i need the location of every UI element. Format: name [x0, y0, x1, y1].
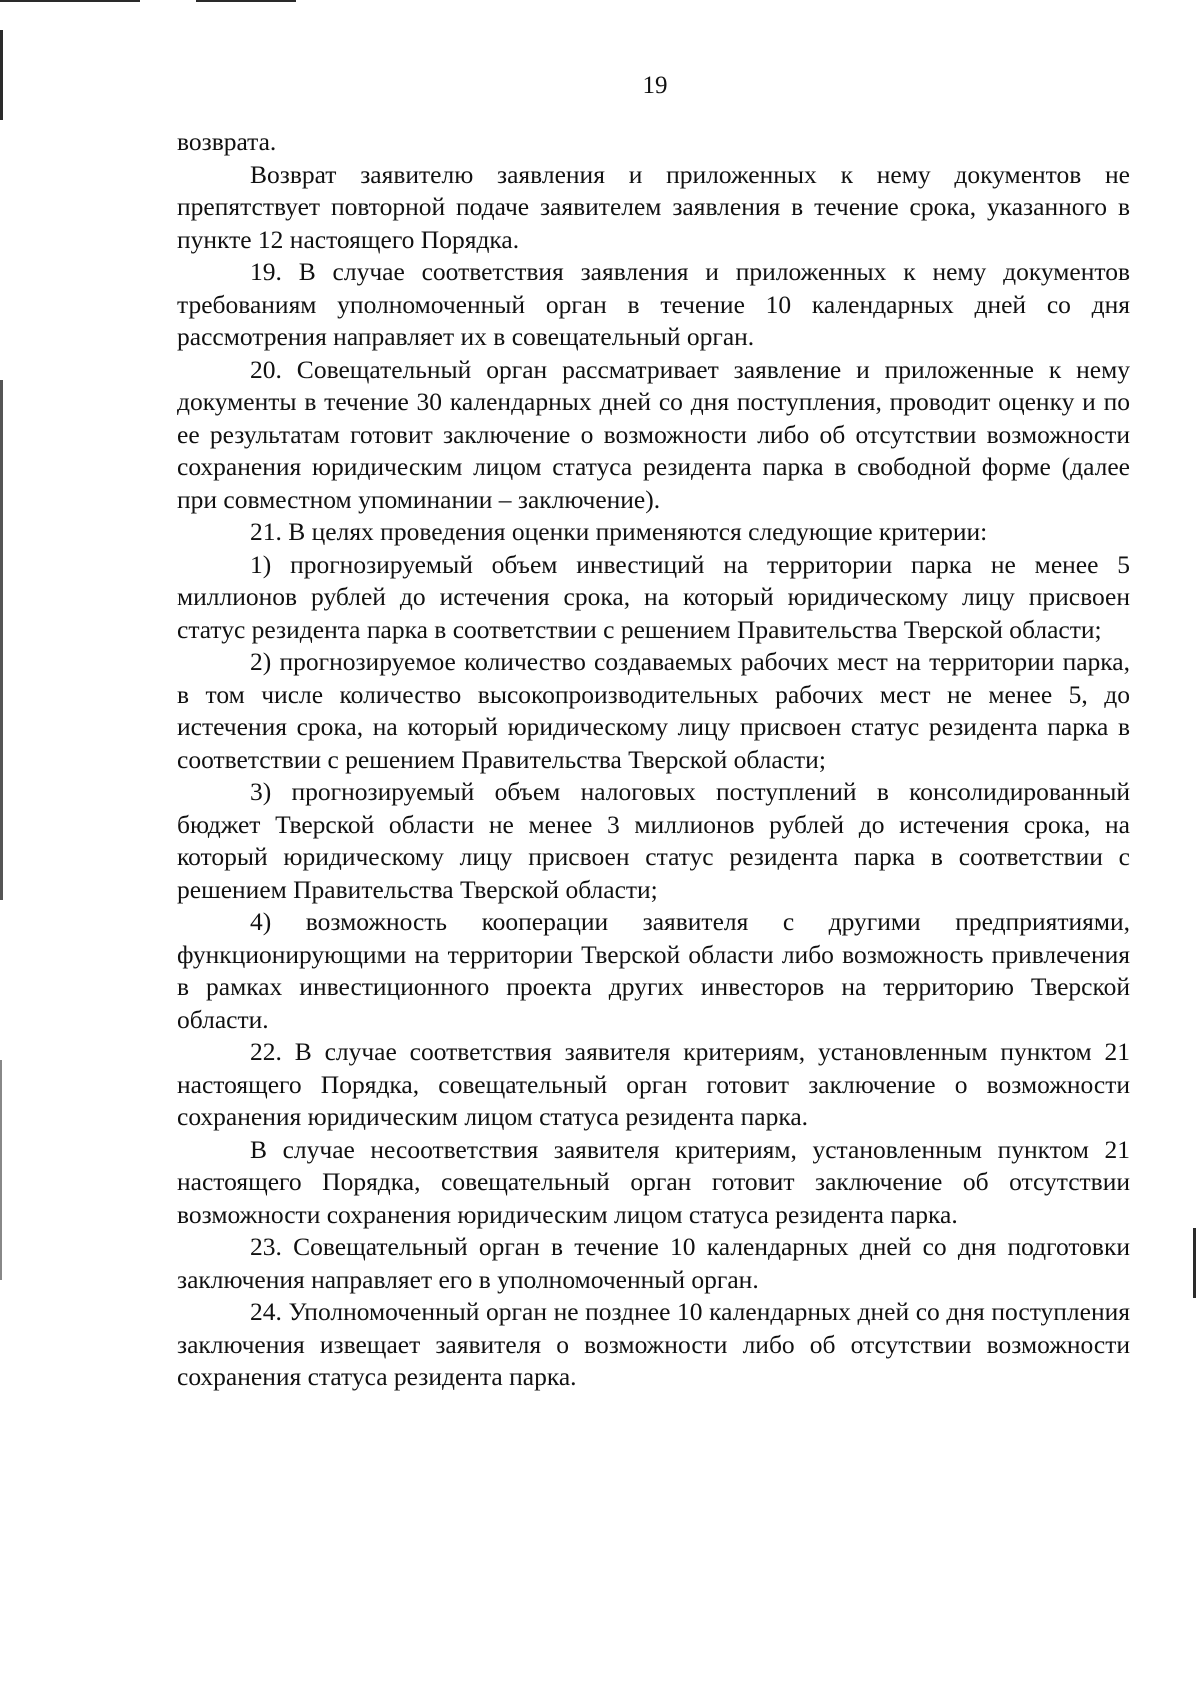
paragraph-item-20: 20. Совещательный орган рассматривает заявление и приложенные к нему документы в течение 30 календарных дней со дня поступления, проводит оценку и по ее результатам готовит заключение о возможности либо об отсутствии возможности сохранения юридическим лицом статуса резидента парка в свободной форме (далее при совместном упоминании – заключение).	[177, 354, 1130, 514]
document-body	[177, 126, 1130, 1394]
scan-artifact-left-edge-lower	[0, 1060, 2, 1280]
paragraph-item-24: 24. Уполномоченный орган не позднее 10 календарных дней со дня поступления заключения извещает заявителя о возможности либо об отсутствии возможности сохранения статуса резидента парка.	[177, 1297, 1130, 1391]
criterion-4: 4) возможность кооперации заявителя с другими предприятиями, функционирующими на территории Тверской области либо возможность привлечения в рамках инвестиционного проекта других инвесторов на территорию Тверской области.	[177, 907, 1130, 1034]
criterion-3: 3) прогнозируемый объем налоговых поступлений в консолидированный бюджет Тверской области не менее 3 миллионов рублей до истечения срока, на который юридическому лицу присвоен статус резидента парка в соответствии с решением Правительства Тверской области;	[177, 777, 1130, 904]
paragraph-item-23: 23. Совещательный орган в течение 10 календарных дней со дня подготовки заключения направляет его в уполномоченный орган.	[177, 1232, 1130, 1294]
scan-artifact-left-edge-middle	[0, 380, 3, 900]
scan-artifact-top	[196, 0, 296, 2]
paragraph-continuation: возврата.	[177, 127, 277, 156]
criterion-1: 1) прогнозируемый объем инвестиций на территории парка не менее 5 миллионов рублей до истечения срока, на который юридическому лицу присвоен статус резидента парка в соответствии с решением Правительства Тверской области;	[177, 549, 1130, 644]
scan-artifact-top-left	[0, 0, 140, 2]
paragraph-item-21: 21. В целях проведения оценки применяются следующие критерии:	[250, 517, 988, 546]
criterion-2: 2) прогнозируемое количество создаваемых рабочих мест на территории парка, в том числе количество высокопроизводительных рабочих мест не менее 5, до истечения срока, на который юридическому лицу присвоен статус резидента парка в соответствии с решением Правительства Тверской области;	[177, 647, 1130, 774]
paragraph-item-22: 22. В случае соответствия заявителя критериям, установленным пунктом 21 настоящего Порядка, совещательный орган готовит заключение о возможности сохранения юридическим лицом статуса резидента парка.	[177, 1037, 1130, 1131]
paragraph-return-note: Возврат заявителю заявления и приложенных к нему документов не препятствует повторной подаче заявителем заявления в течение срока, указанного в пункте 12 настоящего Порядка.	[177, 159, 1130, 254]
paragraph-item-22-nonconformity: В случае несоответствия заявителя критериям, установленным пунктом 21 настоящего Порядка, совещательный орган готовит заключение об отсутствии возможности сохранения юридическим лицом статуса резидента парка.	[177, 1134, 1130, 1229]
paragraph-item-19: 19. В случае соответствия заявления и приложенных к нему документов требованиям уполномоченный орган в течение 10 календарных дней со дня рассмотрения направляет их в совещательный орган.	[177, 257, 1130, 351]
page-number: 19	[642, 72, 668, 99]
scan-artifact-right-edge	[1193, 1228, 1196, 1298]
